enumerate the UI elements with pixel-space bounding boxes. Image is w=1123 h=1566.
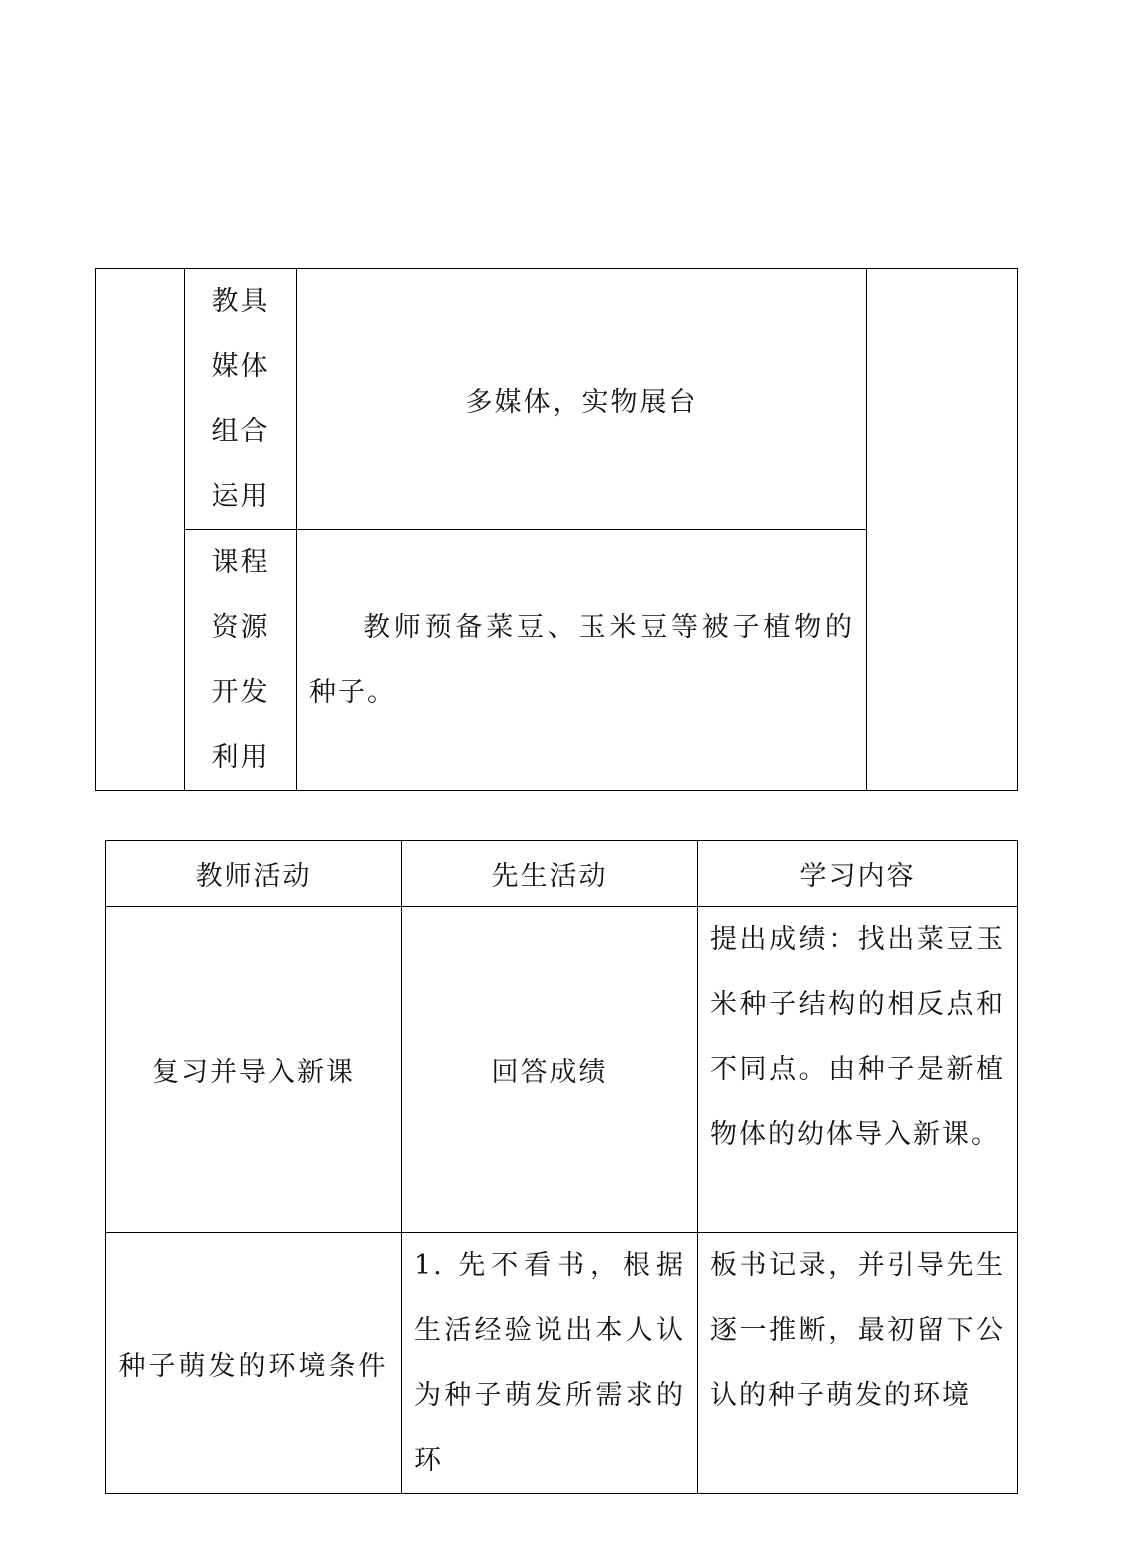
student-activity-cell: 1. 先不看书，根据生活经验说出本人认为种子萌发所需求的环: [402, 1233, 698, 1494]
student-activity-cell: 回答成绩: [402, 907, 698, 1233]
media-content: 多媒体，实物展台: [297, 269, 867, 530]
resources-content: 教师预备菜豆、玉米豆等被子植物的种子。: [297, 530, 867, 791]
learning-content-cell: 板书记录，并引导先生逐一推断，最初留下公认的种子萌发的环境: [698, 1233, 1018, 1494]
teacher-activity-cell: 种子萌发的环境条件: [106, 1233, 402, 1494]
header-student-activity: 先生活动: [402, 841, 698, 907]
table-row: [106, 907, 1018, 1233]
teacher-activity-cell: 复习并导入新课: [106, 907, 402, 1233]
learning-content-cell: 提出成绩：找出菜豆玉米种子结构的相反点和不同点。由种子是新植物体的幼体导入新课。: [698, 907, 1018, 1233]
header-learning-content: 学习内容: [698, 841, 1018, 907]
blank-right-cell: [867, 269, 1018, 791]
lesson-activities-table: [105, 840, 1018, 1494]
resources-label: 课程 资源 开发 利用: [185, 530, 297, 791]
media-resources-table: [95, 268, 1018, 791]
blank-left-cell: [96, 269, 185, 791]
header-teacher-activity: 教师活动: [106, 841, 402, 907]
media-label: 教具 媒体 组合 运用: [185, 269, 297, 530]
table-row: [106, 1233, 1018, 1494]
